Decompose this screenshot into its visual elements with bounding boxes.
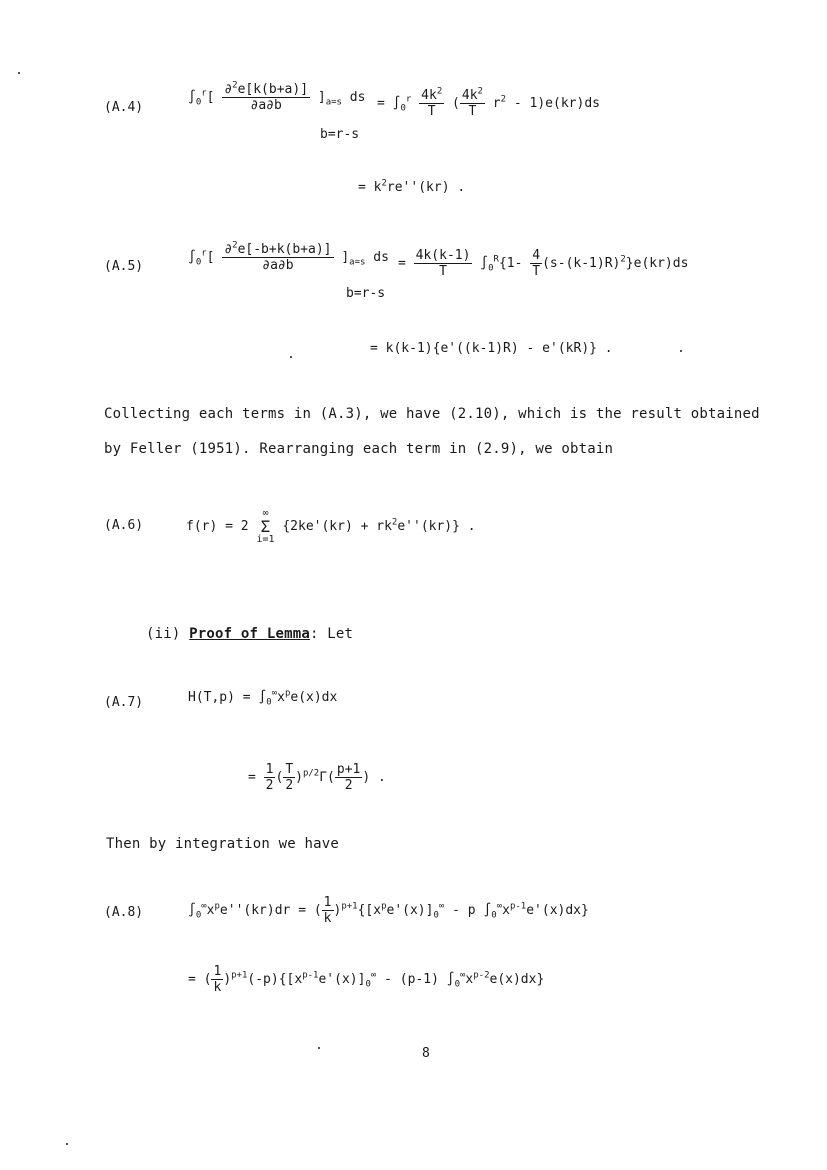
equation-a4-line2: = $k^2re''(kr)$ .: [358, 178, 466, 195]
paragraph-line: Collecting each terms in (A.3), we have (2.10), which is the result obtained: [104, 406, 760, 422]
scan-speck: [66, 1143, 68, 1145]
page-number: 8: [422, 1046, 430, 1061]
equation-a7-line1: $H(T,p) = \int_0^\infty x^pe(x)dx$: [188, 688, 338, 708]
scan-speck: [680, 350, 682, 352]
scan-speck: [18, 72, 20, 74]
paragraph-line: Then by integration we have: [106, 836, 339, 852]
equation-a5-rhs: = $\frac{4k(k-1)}{T}$ $\int_0^R\{1-$ $\frac{4}{T}$ $(s-(k-1)R)^2\}e(kr)ds$: [398, 248, 689, 279]
equation-a4-limit: b=r-s: [320, 127, 360, 142]
equation-a5-limit: b=r-s: [346, 286, 386, 301]
equation-a8-line2: = ( $\frac{1}{k}$ )$^{p+1}(-p)\{[x^{p-1}e'(x)]_0^\infty - (p-1)$ $\int_0^\infty x^{p-2}e(x)dx$}: [188, 964, 545, 995]
equation-label-a4: (A.4): [104, 100, 144, 115]
lemma-heading: (ii) Proof of Lemma: Let: [146, 626, 354, 642]
equation-label-a8: (A.8): [104, 905, 144, 920]
scan-speck: [290, 356, 292, 358]
equation-a4-lhs: $\int_0^r$[ $\frac{\partial^2e[k(b+a)]}{\partial a\partial b}$ ]$_{a=s}$ ds: [188, 80, 366, 113]
equation-a8-line1: $\int_0^\infty x^pe''(kr)dr$ = ( $\frac{1}{k}$ )$^{p+1}\{[x^pe'(x)]_0^\infty$ - p $\int_0^\infty x^{p-1}e'(x)dx$}: [188, 895, 589, 926]
paragraph-line: by Feller (1951). Rearranging each term in (2.9), we obtain: [104, 441, 614, 457]
equation-a4-rhs: = $\int_0^r$ $\frac{4k^2}{T}$ ( $\frac{4k^2}{T}$ $r^2 - 1)e(kr)ds$: [377, 86, 600, 119]
equation-a5-line2: = k(k-1){e'((k-1)R) - e'(kR)} .: [370, 341, 613, 356]
equation-a6: f(r) = 2 ∞ Σ i=1 $\{2ke'(kr) + rk^2e''(kr)\}$ .: [186, 508, 476, 545]
equation-label-a5: (A.5): [104, 259, 144, 274]
equation-a7-line2: = $\frac{1}{2}$ ( $\frac{T}{2}$ )$^{p/2}$Γ( $\frac{p+1}{2}$ ) .: [248, 762, 386, 793]
equation-a5-lhs: $\int_0^r$[ $\frac{\partial^2e[-b+k(b+a)]}{\partial a\partial b}$ ]$_{a=s}$ ds: [188, 240, 389, 273]
equation-label-a7: (A.7): [104, 695, 144, 710]
equation-label-a6: (A.6): [104, 518, 144, 533]
scan-speck: [318, 1047, 320, 1049]
